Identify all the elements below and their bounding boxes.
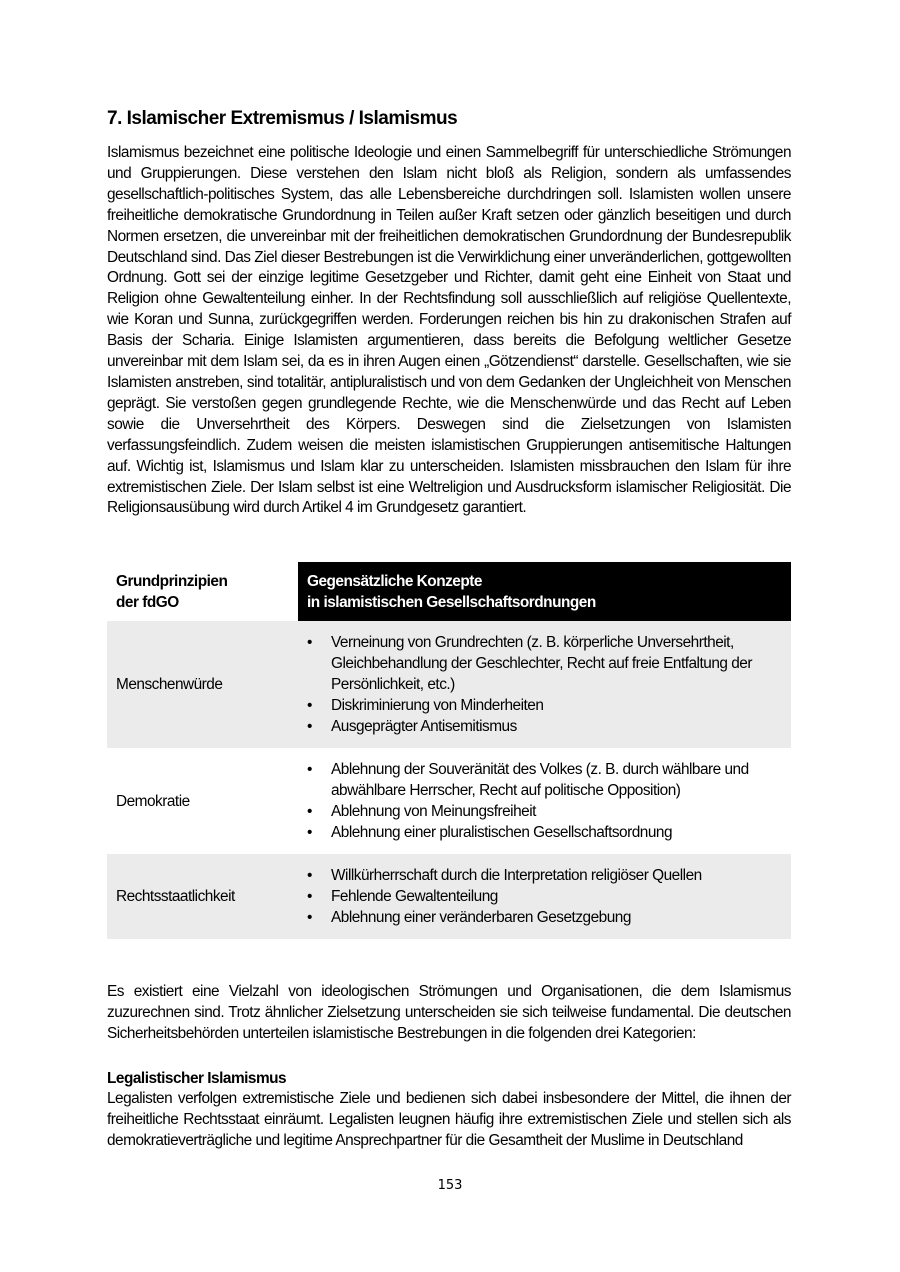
list-item: • Ausgeprägter Antisemitismus bbox=[331, 716, 781, 737]
legalism-paragraph: Legalisten verfolgen extremistische Ziele und bedienen sich dabei insbesondere der Mittel, die ihnen der freiheitliche Rechtsstaat einräumt. Legalisten leugnen häufig ihre extremistischen Ziele und stellen sich als demokratieverträgliche und legitime Ansprechpartner für die Gesamtheit der Muslime in Deutschland bbox=[107, 1090, 791, 1149]
list-item: • Willkürherrschaft durch die Interpretation religiöser Quellen bbox=[331, 865, 781, 886]
header-col2-line1: Gegensätzliche Konzepte bbox=[307, 573, 482, 591]
intro-paragraph: Islamismus bezeichnet eine politische Ideologie und einen Sammelbegriff für unterschiedliche Strömungen und Gruppierungen. Diese verstehen den Islam nicht bloß als Religion, sondern als umfassendes gesellschaftlich-politisches System, das alle Lebensbereiche durchdringen soll. Islamisten wollen unsere freiheitliche demokratische Grundordnung in Teilen außer Kraft setzen oder gänzlich beseitigen und durch Normen ersetzen, die unvereinbar mit der freiheitlichen demokratischen Grundordnung der Bundesrepublik Deutschland sind. Das Ziel dieser Bestrebungen ist die Verwirklichung einer unveränderlichen, gottgewollten Ordnung. Gott sei der einzige legitime Gesetzgeber und Richter, damit geht eine Einheit von Staat und Religion ohne Gewaltenteilung einher. In der Rechtsfindung soll ausschließlich auf religiöse Quellentexte, wie Koran und Sunna, zurückgegriffen werden. Forderungen reichen bis hin zu drakonischen Strafen auf Basis der Scharia. Einige Islamisten argumentieren, dass bereits die Befolgung weltlicher Gesetze unvereinbar mit dem Islam sei, da es in ihren Augen einen „Götzendienst“ darstelle. Gesellschaften, wie sie Islamisten anstreben, sind totalitär, antipluralistisch und von dem Gedanken der Ungleichheit von Menschen geprägt. Sie verstoßen gegen grundlegende Rechte, wie die Menschenwürde und das Recht auf Leben sowie die Unversehrtheit des Körpers. Deswegen sind die Zielsetzungen von Islamisten verfassungsfeindlich. Zudem weisen die meisten islamistischen Gruppierungen antisemitische Haltungen auf. Wichtig ist, Islamismus und Islam klar zu unterscheiden. Islamisten missbrauchen den Islam für ihre extremistischen Ziele. Der Islam selbst ist eine Weltreligion und Ausdrucksform islamischer Religiosität. Die Religionsausübung wird durch Artikel 4 im Grundgesetz garantiert. bbox=[107, 144, 791, 517]
table-row bbox=[107, 621, 791, 748]
list-item: • Verneinung von Grundrechten (z. B. körperliche Unversehrtheit, Gleichbehandlung der Geschlechter, Recht auf freie Entfaltung der Persönlichkeit, etc.) bbox=[331, 632, 781, 695]
list-item: • Ablehnung einer veränderbaren Gesetzgebung bbox=[331, 907, 781, 928]
after-table-paragraph: Es existiert eine Vielzahl von ideologischen Strömungen und Organisationen, die dem Islamismus zuzurechnen sind. Trotz ähnlicher Zielsetzung unterscheiden sie sich teilweise fundamental. Die deutschen Sicherheitsbehörden unterteilen islamistische Bestrebungen in die folgenden drei Kategorien: bbox=[107, 983, 791, 1043]
table-header-principles bbox=[107, 562, 298, 621]
row-label: Demokratie bbox=[107, 748, 298, 854]
row-items bbox=[298, 621, 791, 748]
list-item: • Fehlende Gewaltenteilung bbox=[331, 886, 781, 907]
row-items bbox=[298, 748, 791, 854]
header-col1-line2: der fdGO bbox=[116, 594, 179, 612]
table-row bbox=[107, 854, 791, 939]
table-row bbox=[107, 748, 791, 854]
table-header-concepts bbox=[298, 562, 791, 621]
header-col2-line2: in islamistischen Gesellschaftsordnungen bbox=[307, 594, 596, 612]
header-col1-line1: Grundprinzipien bbox=[116, 573, 228, 591]
row-items bbox=[298, 854, 791, 939]
row-label: Menschenwürde bbox=[107, 621, 298, 748]
list-item: • Ablehnung der Souveränität des Volkes (z. B. durch wählbare und abwählbare Herrscher, Recht auf politische Opposition) bbox=[331, 759, 781, 801]
list-item: • Diskriminierung von Minderheiten bbox=[331, 695, 781, 716]
legalism-heading: Legalistischer Islamismus bbox=[107, 1070, 287, 1088]
list-item: • Ablehnung einer pluralistischen Gesellschaftsordnung bbox=[331, 822, 781, 843]
principles-table bbox=[107, 562, 791, 939]
section-heading: 7. Islamischer Extremismus / Islamismus bbox=[107, 108, 458, 129]
list-item: • Ablehnung von Meinungsfreiheit bbox=[331, 801, 781, 822]
document-page bbox=[107, 106, 791, 1152]
page-number: 153 bbox=[437, 1178, 463, 1193]
table-header-row bbox=[107, 562, 791, 621]
row-label: Rechtsstaatlichkeit bbox=[107, 854, 298, 939]
